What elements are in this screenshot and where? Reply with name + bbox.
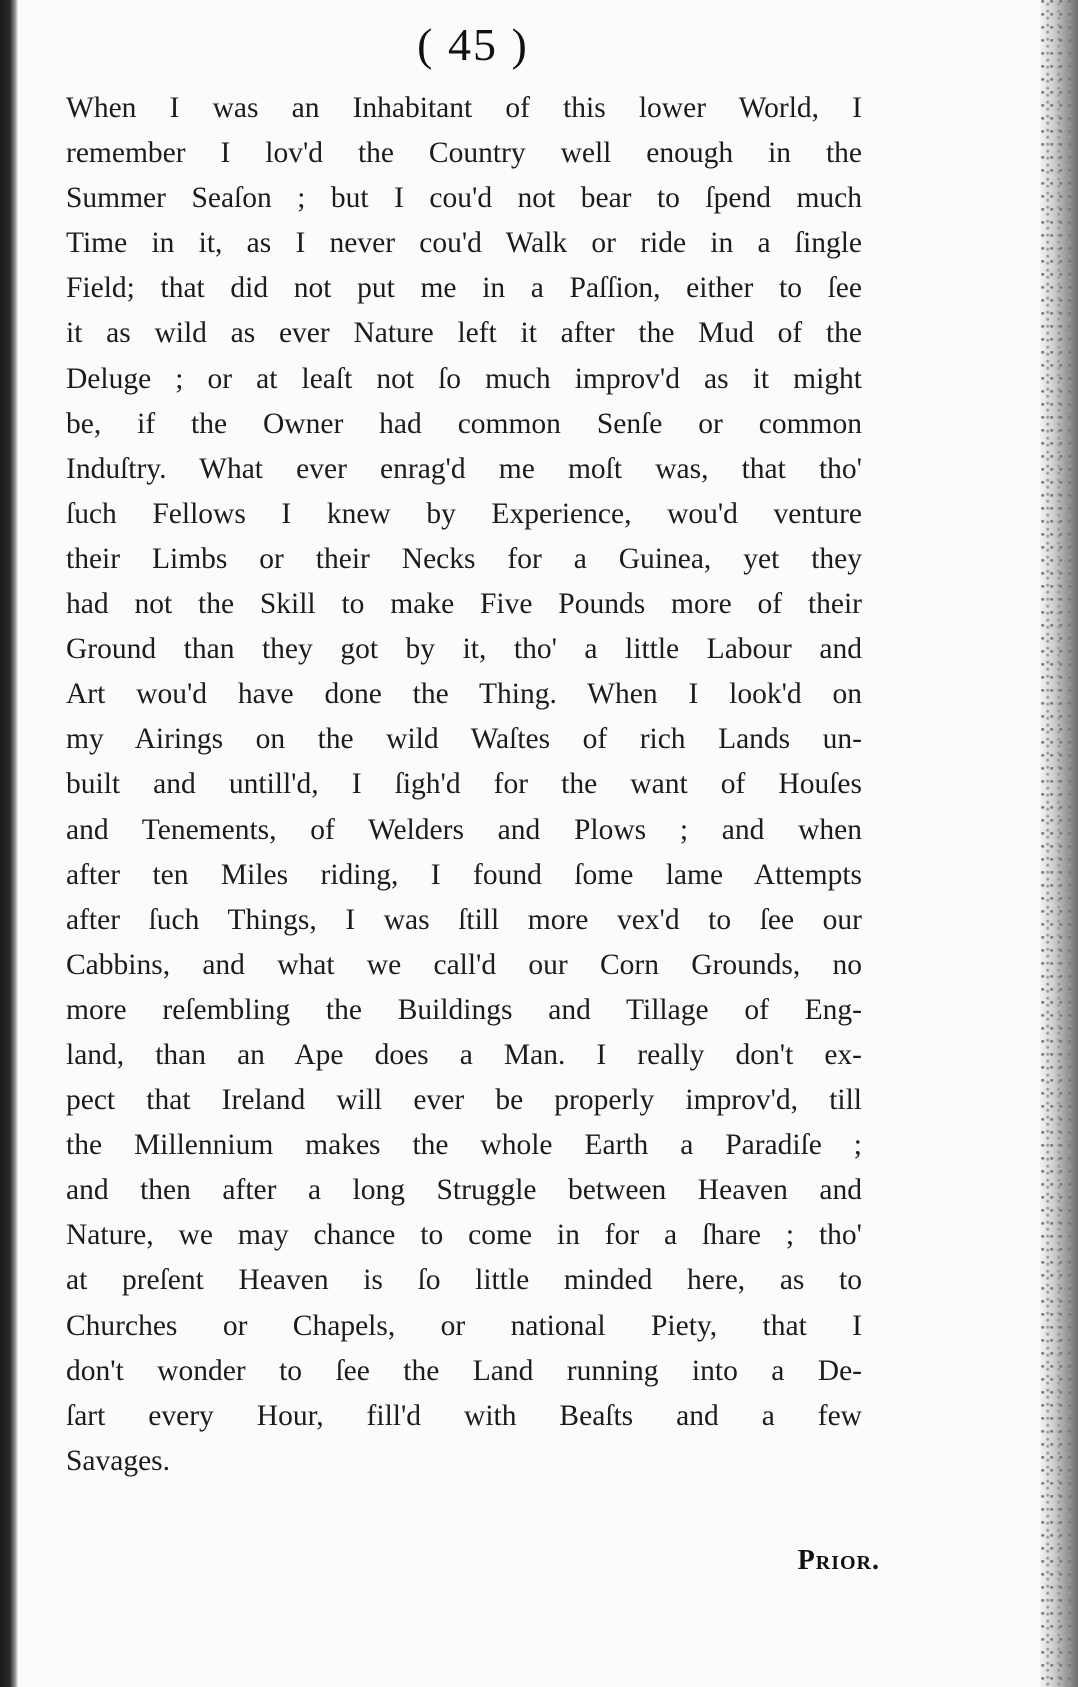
text-line: Summer Seaſon ; but I cou'd not bear to ſpend much xyxy=(66,182,862,215)
text-line: after ten Miles riding, I found ſome lame Attempts xyxy=(66,858,862,891)
page-binding-edge xyxy=(0,0,18,1687)
text-line: remember I lov'd the Country well enough in the xyxy=(66,137,862,170)
text-line: and then after a long Struggle between Heaven and xyxy=(66,1174,862,1207)
text-line: don't wonder to ſee the Land running into a De- xyxy=(66,1354,862,1387)
text-line: Ground than they got by it, tho' a little Labour and xyxy=(66,633,862,666)
page-number: ( 45 ) xyxy=(417,19,529,70)
text-line: at preſent Heaven is ſo little minded here, as to xyxy=(66,1264,862,1297)
text-line: more reſembling the Buildings and Tillage of Eng- xyxy=(66,993,862,1026)
text-line: my Airings on the wild Waſtes of rich Lands un- xyxy=(66,723,862,756)
text-line: land, than an Ape does a Man. I really don't ex- xyxy=(66,1038,862,1071)
text-line: Time in it, as I never cou'd Walk or ride in a ſingle xyxy=(66,227,862,260)
text-line: Deluge ; or at leaſt not ſo much improv'd as it might xyxy=(66,362,862,395)
text-line: their Limbs or their Necks for a Guinea, yet they xyxy=(66,542,862,575)
text-line: ſuch Fellows I knew by Experience, wou'd venture xyxy=(66,497,862,530)
text-line: Art wou'd have done the Thing. When I look'd on xyxy=(66,678,862,711)
author-signature: Prior. xyxy=(797,1545,880,1576)
text-line: it as wild as ever Nature left it after the Mud of the xyxy=(66,317,862,350)
text-line: had not the Skill to make Five Pounds more of their xyxy=(66,588,862,621)
text-line: be, if the Owner had common Senſe or common xyxy=(66,407,862,440)
text-line: ſart every Hour, fill'd with Beaſts and a few xyxy=(66,1399,862,1432)
page-right-edge xyxy=(1040,0,1078,1687)
text-line: Churches or Chapels, or national Piety, that I xyxy=(66,1309,862,1342)
text-line: Field; that did not put me in a Paſſion, either to ſee xyxy=(66,272,862,305)
text-line: Cabbins, and what we call'd our Corn Grounds, no xyxy=(66,948,862,981)
text-line-last: Savages. xyxy=(66,1444,171,1477)
text-line: pect that Ireland will ever be properly improv'd, till xyxy=(66,1084,862,1117)
text-line: Nature, we may chance to come in for a ſhare ; tho' xyxy=(66,1219,862,1252)
text-line: Induſtry. What ever enrag'd me moſt was, that tho' xyxy=(66,452,862,485)
text-line: after ſuch Things, I was ſtill more vex'd to ſee our xyxy=(66,903,862,936)
body-text xyxy=(66,86,862,1484)
text-line: When I was an Inhabitant of this lower World, I xyxy=(66,92,862,124)
text-line: the Millennium makes the whole Earth a Paradiſe ; xyxy=(66,1129,862,1162)
text-line: and Tenements, of Welders and Plows ; and when xyxy=(66,813,862,846)
text-line: built and untill'd, I ſigh'd for the want of Houſes xyxy=(66,768,862,801)
